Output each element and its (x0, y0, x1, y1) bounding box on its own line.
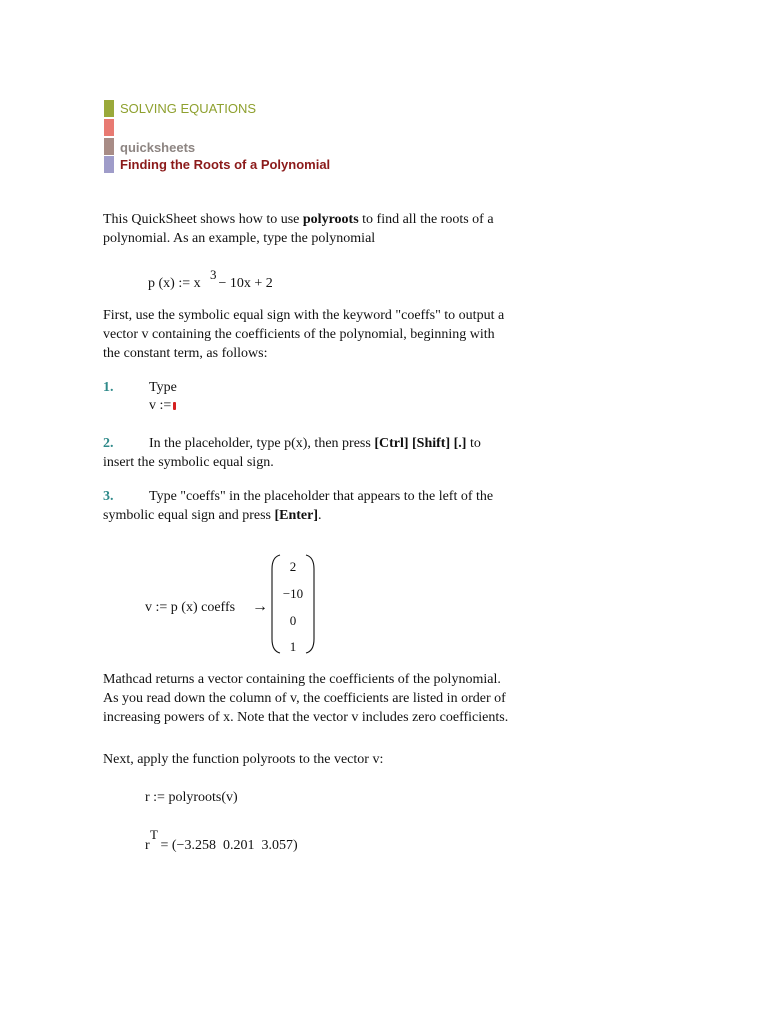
step-1-sub: v := (149, 398, 172, 413)
returns-line-1: Mathcad returns a vector containing the coefficients of the polynomial. (103, 672, 501, 687)
returns-line-3: increasing powers of x. Note that the vector v includes zero coefficients. (103, 710, 509, 725)
step-1 (103, 378, 177, 397)
roots-result-values: = (−3.258 0.201 3.057) (157, 838, 298, 853)
step-2-line-2: insert the symbolic equal sign. (103, 455, 274, 470)
page-title: Finding the Roots of a Polynomial (120, 157, 331, 172)
polyroots-keyword: polyroots (302, 212, 359, 227)
symbolic-arrow: → (252, 598, 268, 615)
intro-paragraph (103, 210, 494, 248)
header-bar-taupe (104, 138, 114, 155)
vector-entry: 2 (289, 559, 297, 574)
roots-definition: r := polyroots(v) (145, 790, 238, 805)
step-2-text-end: to (466, 436, 481, 451)
step-3-line-2: symbolic equal sign and press (103, 508, 275, 523)
step-2-keys: [Ctrl] [Shift] [.] (374, 436, 467, 451)
vector-entry: 1 (289, 639, 297, 654)
returns-paragraph (103, 670, 508, 727)
section-label: SOLVING EQUATIONS (120, 101, 257, 116)
step-2-number: 2. (103, 436, 114, 451)
polynomial-lhs: p (x) := x (148, 276, 201, 291)
step-1-text: Type (149, 380, 177, 395)
step-3-line-2-end: . (318, 508, 322, 523)
step-3-keys: [Enter] (274, 508, 319, 523)
intro-text-cont: to find all the roots of a (358, 212, 494, 227)
vector-entry: −10 (282, 586, 304, 601)
step-2-text: In the placeholder, type p(x), then press (149, 436, 375, 451)
header-bar-green (104, 100, 114, 117)
first-paragraph (103, 306, 504, 363)
next-paragraph: Next, apply the function polyroots to the vector v: (103, 752, 384, 767)
step-1-number: 1. (103, 380, 114, 395)
intro-text: This QuickSheet shows how to use (103, 212, 303, 227)
step-2 (103, 434, 481, 472)
brand-label: quicksheets (120, 140, 196, 155)
transpose-superscript: T (150, 827, 158, 842)
roots-result-lhs: r (145, 838, 150, 853)
placeholder-cursor (173, 402, 176, 410)
header-bar-red (104, 119, 114, 136)
intro-line-2: polynomial. As an example, type the polynomial (103, 231, 376, 246)
first-line-1: First, use the symbolic equal sign with the keyword "coeffs" to output a (103, 308, 505, 323)
step-3 (103, 487, 493, 525)
step-3-number: 3. (103, 489, 114, 504)
first-line-3: the constant term, as follows: (103, 346, 268, 361)
polynomial-rhs: − 10x + 2 (215, 276, 273, 291)
vector-entry: 0 (289, 613, 297, 628)
returns-line-2: As you read down the column of v, the coefficients are listed in order of (103, 691, 506, 706)
polynomial-exponent: 3 (210, 267, 217, 282)
coeffs-expression: v := p (x) coeffs (145, 600, 236, 615)
header-bar-lavender (104, 156, 114, 173)
step-3-text: Type "coeffs" in the placeholder that appears to the left of the (149, 489, 494, 504)
step-1-expression (149, 398, 176, 414)
first-line-2: vector v containing the coefficients of the polynomial, beginning with (103, 327, 495, 342)
